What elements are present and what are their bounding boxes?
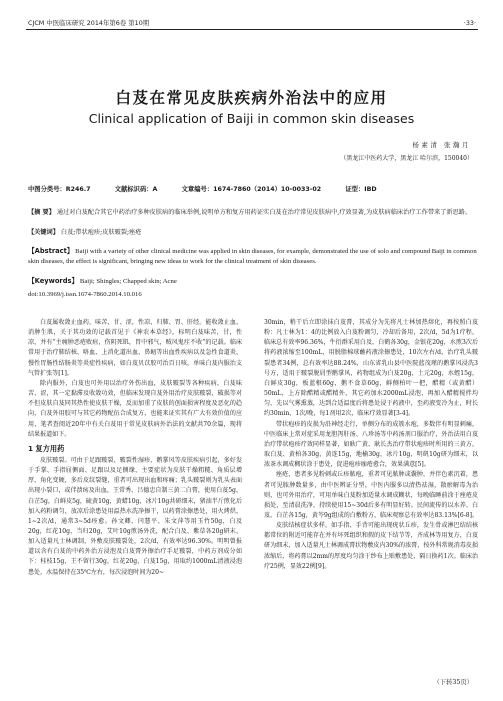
body-paragraph: 除内服外，白芨也可外用以治疗外伤出血，皮肤皲裂等各种疾病，白芨味苦、涩，其一定黏滞及收敛功效，但临床发现自芨外用治疗皮肤皲裂，破损等对不但皮肤自芨同其热性使皮肤干燥，反而加重了皮肤的创面损害程度及恶化的趋向，白芨外用胶可与其它药物配伍合成复方，也能来证实其有广大有效价值的应用，笔者查阅近20年中有关白芨用于常见皮肤病外治法的文献共70余篇，现将结果报道如下。 [28,379,242,438]
proof-type: 证型：IBD [345,186,377,193]
clc-number: 中图分类号：R246.7 [28,186,91,193]
article-title-en: Clinical application of Baiji in common skin diseases [88,111,415,126]
continued-note: （下转35页） [433,679,473,686]
body-column-right [264,318,478,572]
doc-code: 文献标识码：A [114,186,158,193]
keywords-en-text: Baiji; Shingles; Chapped skin; Acne [79,278,177,285]
keywords-en-label: 【Keywords】 [28,277,79,285]
body-paragraph: 带状疱疹的皮损为沿神经走行，单侧分布的成簇水疱，多数伴有明显刺痛，中医临床上常对症采用龙胆泻肝汤、八珍汤等中药汤剂口服治疗，外治法用白芨治疗带状疱疹疗效同样显著，如耿广黄、耿长杰治疗带状疱疹时所用的三黄方，取白芨、黄柏各30g，黄连15g，地榆30g，冰片10g，明矾10g研为细末，以浓茶水调成稠状涂于患处，促进疱疹痂疮愈合，效果满意[5]。 [264,420,478,469]
abstract-cn-label: 【摘 要】 [28,209,55,216]
keywords-cn-label: 【关键词】 [28,229,59,236]
keywords-cn [28,228,478,238]
body-paragraph: 白芨属收敛止血药，味苦、甘、涩，性凉，归肺、胃、肝经。能收敛止血、消肿生肌，关于其功效的记载首见于《神农本草经》，标明白芨味苦，甘，性凉，并有“主痈肿恶疮败疽，伤阴死肌，胃中邪气，贼风鬼疰不收”的记载。临床常用于治疗肺结核、咯血、上消化道出血、鼻衄等出血性疾病以及急性食道炎、慢性胃肠性结肠炎等炎症性疾病，如白芨贝苡胶可治百日咳，单味白芨内服治支气管扩张等[1]。 [28,319,242,377]
abstract-cn [28,208,478,218]
body-paragraph: 30min，稍干后立即涂抹白芨膏，其成分为先将凡士林加热熔化，再按照白芨粉：凡士林为1：4的比例放入白芨粉调匀，冷却后备用，2次/d，5d为1疗程，临床总有效率96.36%，牛衍群采用白及、白鹤各30g，金银花20g，水煎3次后将药液浓缩至100mL，用脱脂棉球蘸药液涂擦患处，10次左右/d，治疗乳头皲裂患者34例，总有效率达88.24%，山东省乳山县中医院蓝茂瑾的鹅掌风浸洗3号方，适用于皲裂脱屑型鹅掌风，药物组成为白芨20g，土元20g，水蛭15g，白鲜皮30g，板蓝根60g，鹅不食草60g，鲜侧柏叶一把，醋精（或黄醋）50mL，上方除醋精或醋精外，其它药加水2000mL浸泡，再加入醋精搅拌均匀，先以气雾熏蒸，达到合适温度后将患处浸于药液中，至药液变冷为止，时长约30min，1次/晚，每1剂用2次，临床疗效显著[3-4]。 [264,319,478,418]
abstract-en-text: Baiji with a variety of other clinical medicine was applied in skin diseases, for example, demonstrated the use of solo and compound Baiji in common skin diseases, the effect is significant, bringing new ideas to work for the clinical treatment of skin diseases. [28,248,477,265]
keywords-en [28,276,478,287]
page-number: ·33· [463,19,476,27]
keywords-cn-text: 白芨;带状疱疹;皮肤皲裂;痤疮 [60,229,142,236]
body-paragraph: 痤疮，患者多见粉刺或丘疹脓疱，重者可见脓肿或囊肿，并伴色素沉着，患者可见脓肿数量多，由中医辨证分型，中医内服多以清热祛湿，散瘀解毒为治则，也可外用治疗，可用单味白芨粉加适量水调成糊状，每晚临睡前涂于痤疮皮损处，至清晨洗净，持续使用15~30d后多有明显好转。民间流传的以水养、白芨、白芷各15g，黄芩9g组成的白敷粉方，临床观察总有效率达83.13%[6-8]。 [264,471,479,519]
doi-line: doi:10.3969/j.issn.1674-7860.2014.10.016 [28,291,142,298]
abstract-cn-text: 通过对白芨配合其它中药治疗多种皮肤病的临床举例,说明单方和复方用药证实白芨在治疗常见皮肤病中,疗效显著,为皮肤病临床治疗工作带来了新思路。 [56,209,472,216]
body-paragraph: 皮肤结核症状多样，如手指、手背可能出现疣状丘疹，发生骨或淋巴结结核都常位的附近可能存在并有坏死组织和假的皮下结节等，齐成林等用复方，白芨研为细末，加入适量凡士林调成膏状物敷皮内30%的浓膏，按外科常规消毒皮损浓缩后，将药膏以2mm的厚度均匀涂于纱布上贴敷患处，隔日换药1次。临床治疗25例，显效22例[9]。 [264,522,478,570]
affiliation: （黑龙江中医药大学，黑龙江 哈尔滨，150040） [340,155,473,162]
classification-line [28,184,478,193]
abstract-en [28,247,478,266]
abstract-en-label: 【Abstract】 [28,247,74,255]
authors: 杨素清 张瀚月 [412,141,471,149]
journal-info: CJCM 中医临床研究 2014年第6卷 第10期 [28,19,150,27]
body-column-left [28,318,242,578]
article-number: 文章编号：1674-7860（2014）10-0033-02 [181,186,322,193]
section-heading: 1 复方用药 [28,443,65,453]
running-header [26,17,478,30]
body-paragraph: 皮肤皲裂。可由于足跟皲裂、皲裂性湿疹、鹅掌风等皮肤疾病引起，多好发于手掌、手指屈侧面、足跟以及足侧缘，主要症状为皮肤干燥粗糙、角质层增厚、角化变硬，多后皮纹裂缝，重者可出现出血和疼痛；乳头皲裂则为乳头表面出现小裂口，或伴溃疡及出血，王常秀、吕德忠自制三黄二白膏，使用白芨5g，白芷5g，白鲜皮5g，硫黄10g，黄蜡10g，冰片10g共研细末，猪油半斤煎化后加入药粉调匀，放凉后涂患处用温热水洗净擦干，以药膏涂擦患处，用火烤烘，1~2次/d，通常3~5d痊愈。孙文卿、闫慧平、朱文萍等用玉竹50g，白及20g，红花10g，当归20g，艾叶10g煎汤外洗，配合白及、紫草各20g研末，加入适量凡士林调制，外敷皮肤皲裂处，2次/d，有效率达96.30%。明明曾报道以含有白芨的中药外治方浸泡及白芨膏外擦治疗手足皲裂，中药方剂成分如下：桂枝15g，王不留行30g，红花20g，白芨15g，用取约1000mL清液浸泡患处，水温保持在35℃左右，每次浸泡时间为20~ [28,456,242,576]
article-title-cn: 白芨在常见皮肤疾病外治法中的应用 [115,89,388,107]
